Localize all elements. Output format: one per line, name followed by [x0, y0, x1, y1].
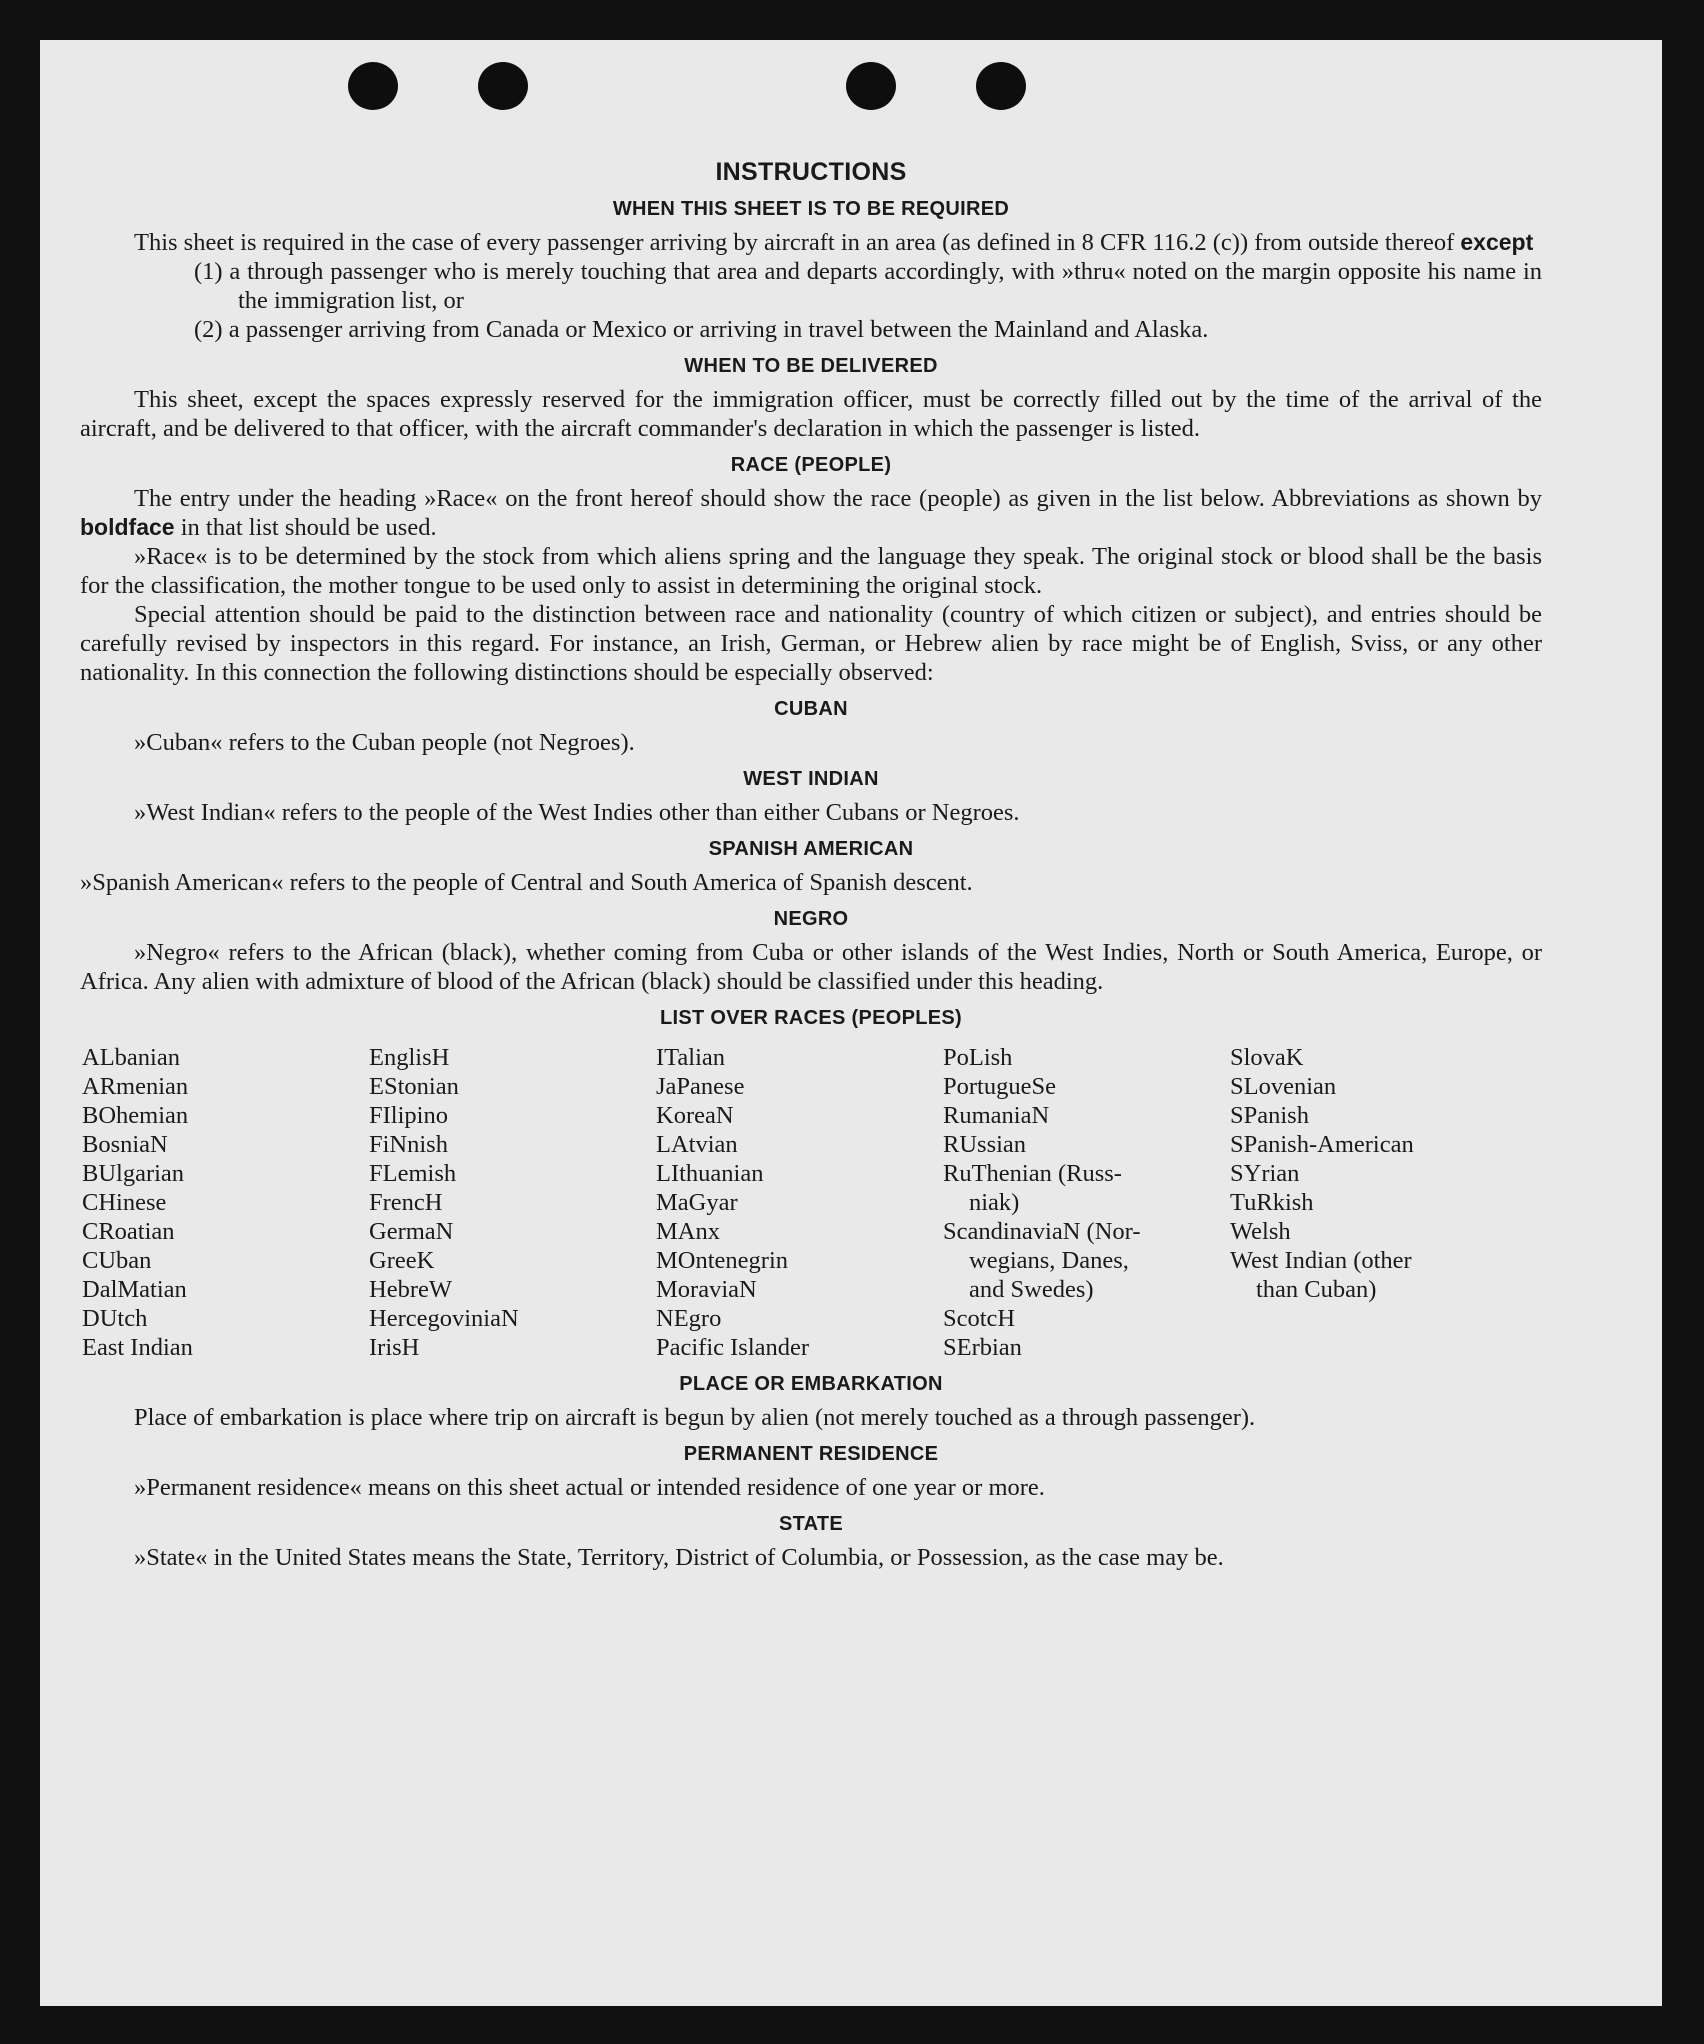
list-item: CUban [82, 1247, 152, 1274]
list-item: wegians, Danes, [969, 1247, 1129, 1274]
list-item: KoreaN [656, 1102, 734, 1129]
paragraph: Place of embarkation is place where trip on aircraft is begun by alien (not merely touched as a through passenger). [134, 1404, 1256, 1431]
list-item: GreeK [369, 1247, 435, 1274]
section-heading: LIST OVER RACES (PEOPLES) [660, 1007, 962, 1029]
section-heading: STATE [778, 1513, 844, 1535]
list-item: LAtvian [656, 1131, 738, 1158]
list-item: SErbian [943, 1334, 1022, 1361]
list-item: SPanish-American [1230, 1131, 1414, 1158]
race-column [1230, 1043, 1530, 1362]
list-item: West Indian (other [1230, 1247, 1412, 1274]
list-item: IrisH [369, 1334, 420, 1361]
paragraph: The entry under the heading »Race« on the front hereof should show the race (people) as given in the list below. Abbreviations as shown by boldface in that list should be used. [80, 485, 1542, 541]
section-heading: WHEN TO BE DELIVERED [684, 355, 938, 377]
punch-hole [976, 62, 1026, 110]
list-item: (1) a through passenger who is merely touching that area and departs accordingly, with »thru« noted on the margin opposite his name in the immigration list, or [194, 258, 1542, 314]
list-item: BosniaN [82, 1131, 168, 1158]
list-item: ALbanian [82, 1044, 180, 1071]
list-item: SPanish [1230, 1102, 1309, 1129]
list-item: CRoatian [82, 1218, 175, 1245]
race-list [82, 1043, 1542, 1362]
list-item: ARmenian [82, 1073, 189, 1100]
list-item: MoraviaN [656, 1276, 757, 1303]
list-item: FLemish [369, 1160, 457, 1187]
list-item: DUtch [82, 1305, 148, 1332]
page-title: INSTRUCTIONS [715, 158, 907, 186]
list-item: GermaN [369, 1218, 454, 1245]
list-item: Welsh [1230, 1218, 1291, 1245]
list-item: FIlipino [369, 1102, 448, 1129]
punch-hole [846, 62, 896, 110]
list-item: MaGyar [656, 1189, 738, 1216]
list-item: PortugueSe [943, 1073, 1056, 1100]
list-item: LIthuanian [656, 1160, 764, 1187]
section-heading: SPANISH AMERICAN [708, 838, 914, 860]
paragraph: This sheet is required in the case of every passenger arriving by aircraft in an area (as defined in 8 CFR 116.2 (c)) from outside thereof except [134, 229, 1534, 256]
list-item: ScotcH [943, 1305, 1016, 1332]
list-item: PoLish [943, 1044, 1013, 1071]
document-body [80, 158, 1542, 1572]
punch-hole [478, 62, 528, 110]
document-sheet [40, 40, 1662, 2006]
paragraph: This sheet, except the spaces expressly reserved for the immigration officer, must be correctly filled out by the time of the arrival of the aircraft, and be delivered to that officer, with the aircraft commander's declaration in which the passenger is listed. [80, 386, 1542, 442]
punch-hole [348, 62, 398, 110]
list-item: DalMatian [82, 1276, 187, 1303]
section-heading: WHEN THIS SHEET IS TO BE REQUIRED [612, 198, 1010, 220]
list-item: MOntenegrin [656, 1247, 788, 1274]
paragraph: »Negro« refers to the African (black), whether coming from Cuba or other islands of the West Indies, North or South America, Europe, or Africa. Any alien with admixture of blood of the African (black) should be classified under this heading. [80, 939, 1542, 995]
list-item: RumaniaN [943, 1102, 1050, 1129]
race-column [369, 1043, 656, 1362]
race-column [943, 1043, 1230, 1362]
section-heading: NEGRO [773, 908, 849, 930]
list-item: HercegoviniaN [369, 1305, 519, 1332]
paragraph: »Race« is to be determined by the stock from which aliens spring and the language they speak. The original stock or blood shall be the basis for the classification, the mother tongue to be used only to assist in determining the original stock. [80, 543, 1542, 599]
race-column [656, 1043, 943, 1362]
paragraph: Special attention should be paid to the distinction between race and nationality (country of which citizen or subject), and entries should be carefully revised by inspectors in this regard. For instance, an Irish, German, or Hebrew alien by race might be of English, Sviss, or any other nationality. In this connection the following distinctions should be especially observed: [80, 601, 1542, 686]
section-heading: PERMANENT RESIDENCE [683, 1443, 939, 1465]
list-item: and Swedes) [969, 1276, 1094, 1303]
list-item: FiNnish [369, 1131, 448, 1158]
section-heading: WEST INDIAN [743, 768, 879, 790]
list-item: RuThenian (Russ- [943, 1160, 1122, 1187]
paragraph: »Cuban« refers to the Cuban people (not Negroes). [134, 729, 635, 756]
list-item: EStonian [369, 1073, 459, 1100]
list-item: TuRkish [1230, 1189, 1314, 1216]
paragraph: »West Indian« refers to the people of the West Indies other than either Cubans or Negroes. [134, 799, 1020, 826]
list-item: niak) [969, 1189, 1020, 1216]
list-item: SLovenian [1230, 1073, 1337, 1100]
race-column [82, 1043, 369, 1362]
list-item: EnglisH [369, 1044, 450, 1071]
paragraph: »Spanish American« refers to the people of Central and South America of Spanish descent. [80, 869, 973, 896]
list-item: ITalian [656, 1044, 726, 1071]
list-item: SlovaK [1230, 1044, 1304, 1071]
list-item: MAnx [656, 1218, 720, 1245]
list-item: NEgro [656, 1305, 722, 1332]
section-heading: PLACE OR EMBARKATION [679, 1373, 943, 1395]
list-item: ScandinaviaN (Nor- [943, 1218, 1141, 1245]
list-item: JaPanese [656, 1073, 745, 1100]
paragraph: »Permanent residence« means on this sheet actual or intended residence of one year or more. [134, 1474, 1045, 1501]
paragraph: »State« in the United States means the State, Territory, District of Columbia, or Possession, as the case may be. [134, 1544, 1224, 1571]
list-item: (2) a passenger arriving from Canada or Mexico or arriving in travel between the Mainland and Alaska. [194, 316, 1209, 343]
list-item: RUssian [943, 1131, 1027, 1158]
list-item: than Cuban) [1256, 1276, 1377, 1303]
list-item: East Indian [82, 1334, 193, 1361]
list-item: SYrian [1230, 1160, 1300, 1187]
section-heading: CUBAN [774, 698, 848, 720]
list-item: FrencH [369, 1189, 443, 1216]
section-heading: RACE (PEOPLE) [730, 454, 892, 476]
list-item: BOhemian [82, 1102, 189, 1129]
list-item: HebreW [369, 1276, 452, 1303]
list-item: CHinese [82, 1189, 167, 1216]
list-item: BUlgarian [82, 1160, 185, 1187]
list-item: Pacific Islander [656, 1334, 810, 1361]
